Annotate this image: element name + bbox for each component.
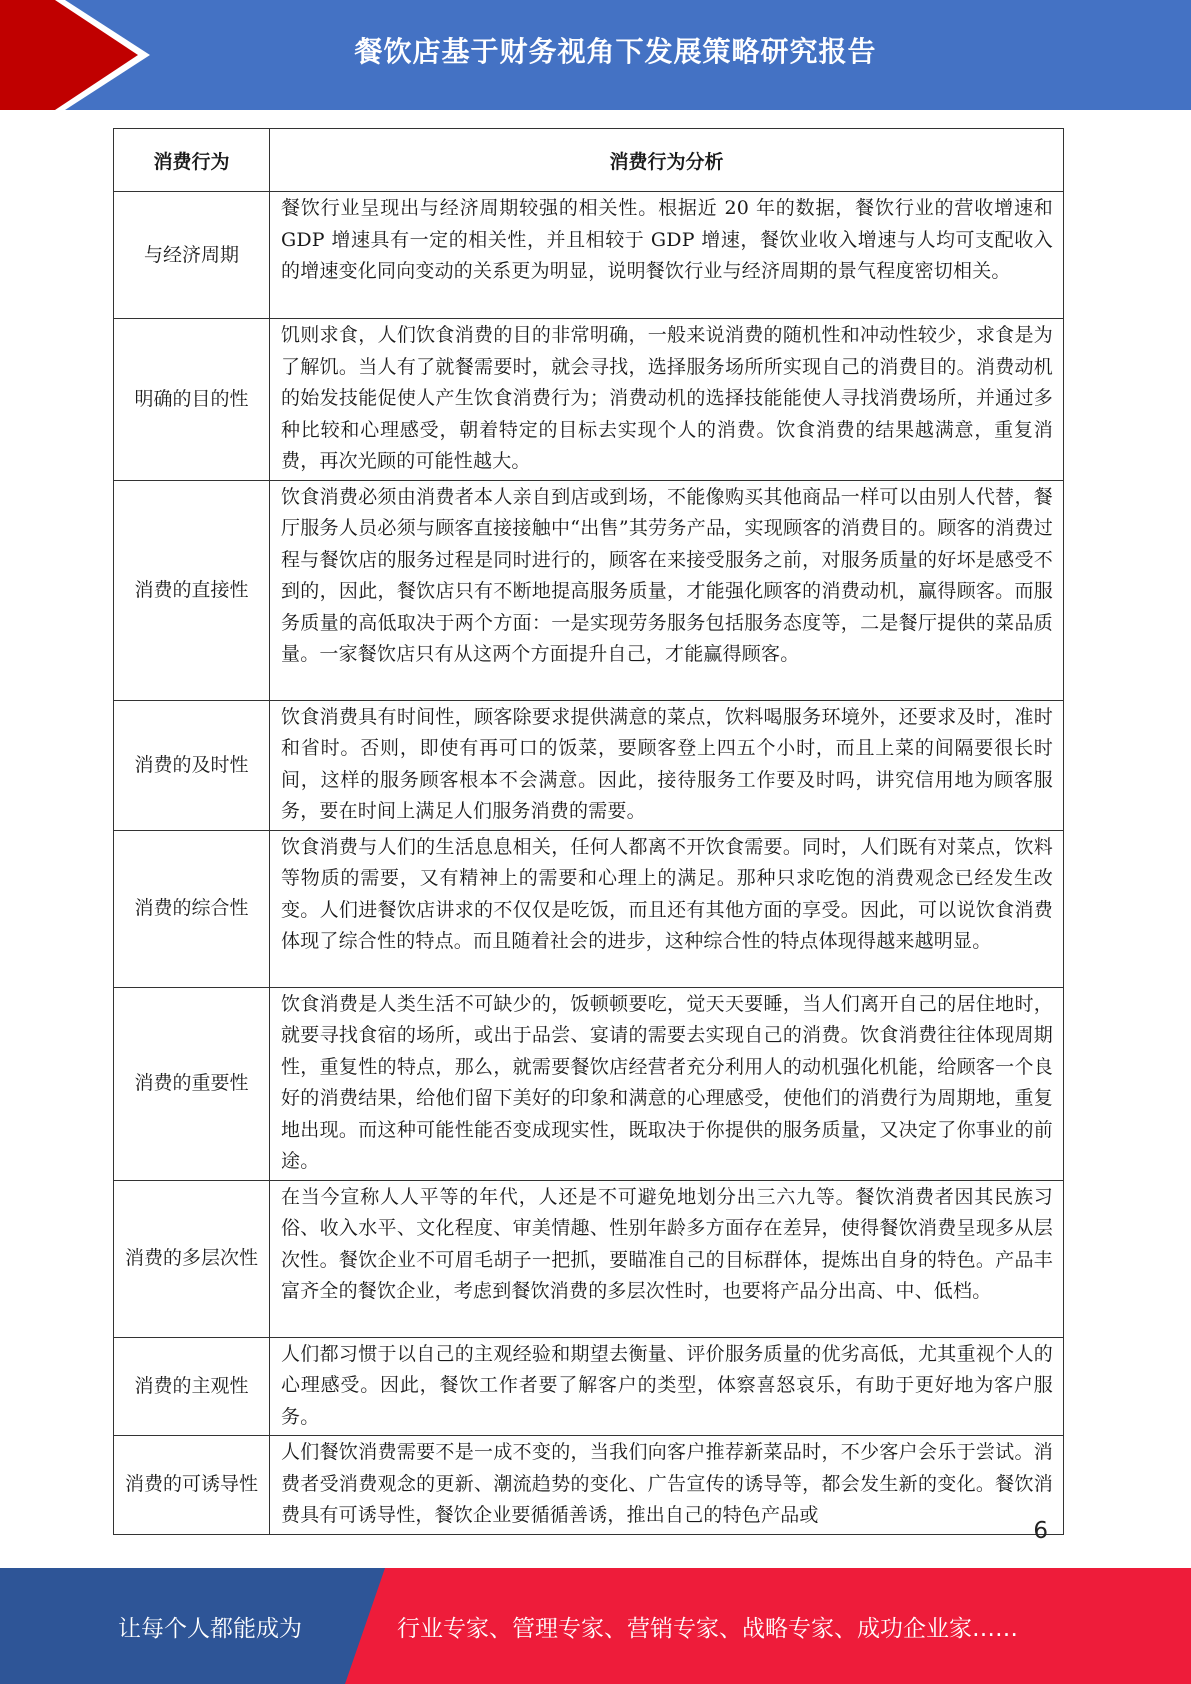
row-label: 消费的重要性 — [114, 987, 270, 1180]
consumer-behavior-table — [113, 128, 1064, 1535]
footer-slogan-left: 让每个人都能成为 — [118, 1615, 302, 1642]
row-text: 餐饮行业呈现出与经济周期较强的相关性。根据近 20 年的数据，餐饮行业的营收增速和 GDP 增速具有一定的相关性，并且相较于 GDP 增速，餐饮业收入增速与人均可支配收入的增速变化同向变动的关系更为明显，说明餐饮行业与经济周期的景气程度密切相关。 — [270, 192, 1064, 319]
row-text: 饮食消费与人们的生活息息相关，任何人都离不开饮食需要。同时，人们既有对菜点，饮料等物质的需要，又有精神上的需要和心理上的满足。那种只求吃饱的消费观念已经发生改变。人们进餐饮店讲求的不仅仅是吃饭，而且还有其他方面的享受。因此，可以说饮食消费体现了综合性的特点。而且随着社会的进步，这种综合性的特点体现得越来越明显。 — [270, 830, 1064, 987]
table-row — [114, 192, 1064, 319]
table-row — [114, 700, 1064, 830]
column-header-analysis: 消费行为分析 — [270, 129, 1064, 192]
row-text: 人们餐饮消费需要不是一成不变的，当我们向客户推荐新菜品时，不少客户会乐于尝试。消费者受消费观念的更新、潮流趋势的变化、广告宣传的诱导等，都会发生新的变化。餐饮消费具有可诱导性，餐饮企业要循循善诱，推出自己的特色产品或 — [270, 1436, 1064, 1535]
table-header-row — [114, 129, 1064, 192]
row-text: 在当今宣称人人平等的年代，人还是不可避免地划分出三六九等。餐饮消费者因其民族习俗、收入水平、文化程度、审美情趣、性别年龄多方面存在差异，使得餐饮消费呈现多从层次性。餐饮企业不可眉毛胡子一把抓，要瞄准自己的目标群体，提炼出自身的特色。产品丰富齐全的餐饮企业，考虑到餐饮消费的多层次性时，也要将产品分出高、中、低档。 — [270, 1180, 1064, 1337]
row-text: 饮食消费是人类生活不可缺少的，饭顿顿要吃，觉天天要睡，当人们离开自己的居住地时，就要寻找食宿的场所，或出于品尝、宴请的需要去实现自己的消费。饮食消费往往体现周期性，重复性的特点，那么，就需要餐饮店经营者充分利用人的动机强化机能，给顾客一个良好的消费结果，给他们留下美好的印象和满意的心理感受，使他们的消费行为周期地，重复地出现。而这种可能性能否变成现实性，既取决于你提供的服务质量，又决定了你事业的前途。 — [270, 987, 1064, 1180]
table-row — [114, 1337, 1064, 1436]
row-text: 饮食消费必须由消费者本人亲自到店或到场，不能像购买其他商品一样可以由别人代替，餐厅服务人员必须与顾客直接接触中“出售”其劳务产品，实现顾客的消费目的。顾客的消费过程与餐饮店的服务过程是同时进行的，顾客在来接受服务之前，对服务质量的好坏是感受不到的，因此，餐饮店只有不断地提高服务质量，才能强化顾客的消费动机，赢得顾客。而服务质量的高低取决于两个方面：一是实现劳务服务包括服务态度等，二是餐厅提供的菜品质量。一家餐饮店只有从这两个方面提升自己，才能赢得顾客。 — [270, 480, 1064, 700]
row-label: 消费的综合性 — [114, 830, 270, 987]
row-text: 饮食消费具有时间性，顾客除要求提供满意的菜点，饮料喝服务环境外，还要求及时，准时和省时。否则，即使有再可口的饭菜，要顾客登上四五个小时，而且上菜的间隔要很长时间，这样的服务顾客根本不会满意。因此，接待服务工作要及时吗，讲究信用地为顾客服务，要在时间上满足人们服务消费的需要。 — [270, 700, 1064, 830]
row-label: 消费的多层次性 — [114, 1180, 270, 1337]
table-row — [114, 480, 1064, 700]
report-title: 餐饮店基于财务视角下发展策略研究报告 — [354, 35, 877, 68]
row-label: 消费的及时性 — [114, 700, 270, 830]
table-row — [114, 1436, 1064, 1535]
page-footer — [0, 1568, 1191, 1684]
table-row — [114, 987, 1064, 1180]
column-header-behavior: 消费行为 — [114, 129, 270, 192]
page-number: 6 — [1033, 1518, 1048, 1544]
row-label: 消费的主观性 — [114, 1337, 270, 1436]
table-row — [114, 830, 1064, 987]
row-label: 明确的目的性 — [114, 319, 270, 481]
row-label: 消费的可诱导性 — [114, 1436, 270, 1535]
row-label: 与经济周期 — [114, 192, 270, 319]
page-header — [0, 0, 1191, 110]
table-row — [114, 319, 1064, 481]
row-text: 人们都习惯于以自己的主观经验和期望去衡量、评价服务质量的优劣高低，尤其重视个人的心理感受。因此，餐饮工作者要了解客户的类型，体察喜怒哀乐，有助于更好地为客户服务。 — [270, 1337, 1064, 1436]
header-red-arrow — [0, 0, 150, 110]
footer-slogan-right: 行业专家、管理专家、营销专家、战略专家、成功企业家…… — [397, 1615, 1018, 1642]
table-row — [114, 1180, 1064, 1337]
row-label: 消费的直接性 — [114, 480, 270, 700]
row-text: 饥则求食，人们饮食消费的目的非常明确，一般来说消费的随机性和冲动性较少，求食是为了解饥。当人有了就餐需要时，就会寻找，选择服务场所所实现自己的消费目的。消费动机的始发技能促使人产生饮食消费行为；消费动机的选择技能能使人寻找消费场所，并通过多种比较和心理感受，朝着特定的目标去实现个人的消费。饮食消费的结果越满意，重复消费，再次光顾的可能性越大。 — [270, 319, 1064, 481]
